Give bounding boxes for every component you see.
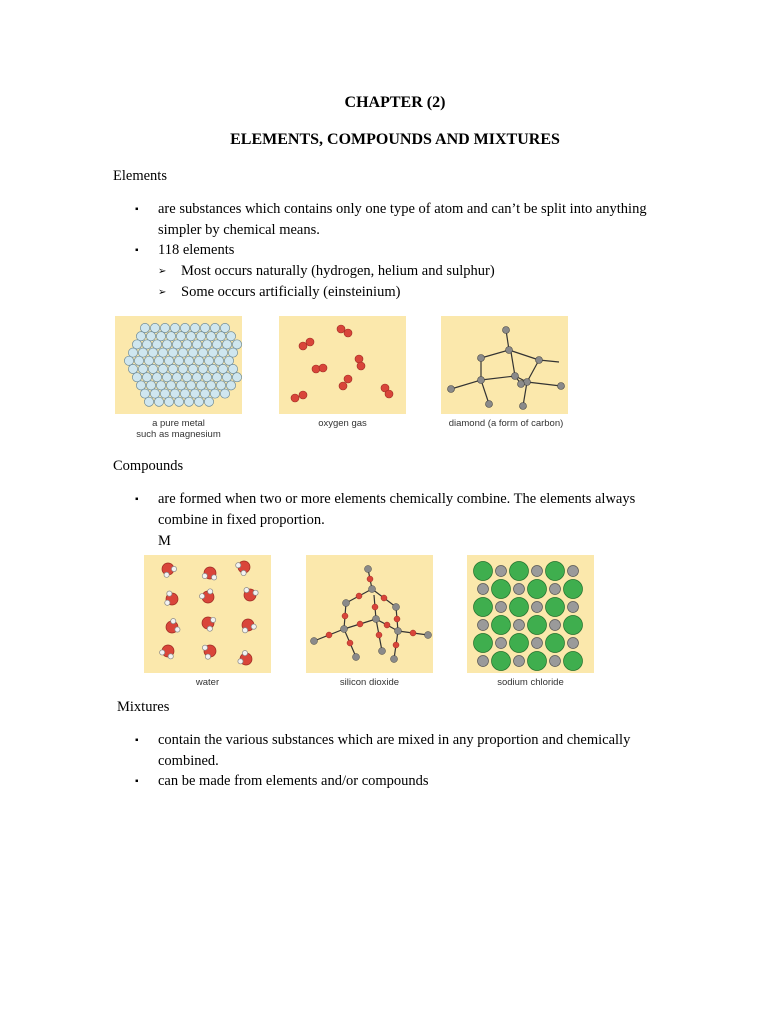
sodium-ion (478, 656, 489, 667)
metal-atom (184, 397, 193, 406)
water-hydrogen-atom (244, 587, 249, 592)
water-caption: water (195, 677, 220, 688)
metal-atom (140, 389, 149, 398)
compounds-definition-line1: are formed when two or more elements chemically combine. The elements always (158, 491, 636, 507)
metal-atom (132, 340, 141, 349)
chloride-ion (528, 580, 547, 599)
water-hydrogen-atom (211, 617, 216, 622)
oxygen-atom (299, 342, 307, 350)
metal-atom (158, 364, 167, 373)
water-hydrogen-atom (160, 650, 165, 655)
sodium-chloride-figure (467, 555, 594, 673)
oxygen-atom (384, 622, 390, 628)
stray-letter: M (158, 533, 171, 549)
metal-atom (210, 389, 219, 398)
silicon-atom (343, 600, 350, 607)
oxygen-atom (306, 338, 314, 346)
sodium-ion (550, 656, 561, 667)
metal-atom (224, 356, 233, 365)
metal-atom (212, 340, 221, 349)
water-hydrogen-atom (207, 626, 212, 631)
chloride-ion (510, 634, 529, 653)
oxygen-atom (291, 394, 299, 402)
metal-atom (160, 389, 169, 398)
metal-atom (164, 397, 173, 406)
metal-atom (168, 364, 177, 373)
page-title: ELEMENTS, COMPOUNDS AND MIXTURES (230, 131, 560, 148)
metal-atom (218, 364, 227, 373)
metal-atom (198, 348, 207, 357)
metal-atom (146, 381, 155, 390)
silicon-atom (369, 586, 376, 593)
water-hydrogen-atom (253, 590, 258, 595)
elements-definition-line1: are substances which contains only one type of atom and can’t be split into anything (158, 201, 647, 217)
metal-atom (188, 364, 197, 373)
metal-atom (220, 389, 229, 398)
metal-atom (140, 323, 149, 332)
diamond-figure (441, 316, 568, 414)
metal-atom (124, 356, 133, 365)
metal-atom (182, 373, 191, 382)
oxygen-atom (344, 375, 352, 383)
oxygen-atom (339, 382, 347, 390)
metal-atom (136, 381, 145, 390)
elements-definition-line2: simpler by chemical means. (158, 222, 320, 238)
chloride-ion (474, 598, 493, 617)
metal-atom (152, 340, 161, 349)
silicon-atom (379, 648, 386, 655)
water-hydrogen-atom (208, 589, 213, 594)
water-hydrogen-atom (202, 645, 207, 650)
metal-atom (222, 340, 231, 349)
metal-atom (170, 323, 179, 332)
metal-atom (196, 381, 205, 390)
sodium-ion (550, 584, 561, 595)
sodium-ion (496, 638, 507, 649)
sodium-ion (568, 566, 579, 577)
metal-atom (214, 356, 223, 365)
metal-atom (148, 348, 157, 357)
metal-atom (150, 323, 159, 332)
water-hydrogen-atom (241, 570, 246, 575)
metal-atom (222, 373, 231, 382)
silicon-dioxide-figure (306, 555, 433, 673)
oxygen-atom (385, 390, 393, 398)
metal-atom (144, 356, 153, 365)
sodium-ion (514, 584, 525, 595)
carbon-atom (520, 403, 527, 410)
compounds-definition-line2: combine in fixed proportion. (158, 512, 325, 528)
oxygen-atom (394, 616, 400, 622)
oxygen-atom (367, 576, 373, 582)
metal-atom (178, 364, 187, 373)
metal-atom (198, 364, 207, 373)
metal-atom (128, 364, 137, 373)
metal-atom (204, 397, 213, 406)
bullet-icon: ▪ (135, 494, 139, 505)
metal-atom (194, 397, 203, 406)
metal-atom (210, 323, 219, 332)
chloride-ion (564, 652, 583, 671)
pure-metal-figure (115, 316, 242, 414)
metal-atom (182, 340, 191, 349)
metal-atom (172, 340, 181, 349)
water-hydrogen-atom (171, 566, 176, 571)
metal-atom (186, 332, 195, 341)
sodium-ion (478, 620, 489, 631)
oxygen-gas-figure (279, 316, 406, 414)
sodium-ion (514, 620, 525, 631)
carbon-atom (448, 386, 455, 393)
chloride-ion (510, 562, 529, 581)
chloride-ion (492, 616, 511, 635)
metal-atom (156, 381, 165, 390)
chloride-ion (492, 652, 511, 671)
oxygen-atom (357, 621, 363, 627)
metal-atom (176, 332, 185, 341)
silicon-atom (393, 604, 400, 611)
metal-atom (132, 373, 141, 382)
metal-atom (166, 381, 175, 390)
mixtures-composition: can be made from elements and/or compounds (158, 773, 429, 789)
elements-heading: Elements (113, 168, 167, 184)
metal-atom (150, 389, 159, 398)
metal-atom (186, 381, 195, 390)
chloride-ion (564, 580, 583, 599)
water-hydrogen-atom (251, 624, 256, 629)
water-hydrogen-atom (199, 594, 204, 599)
sodium-ion (496, 566, 507, 577)
oxygen-atom (347, 640, 353, 646)
chloride-ion (546, 562, 565, 581)
water-hydrogen-atom (167, 591, 172, 596)
oxygen-atom (319, 364, 327, 372)
metal-atom (216, 332, 225, 341)
metal-atom (174, 397, 183, 406)
elements-natural: Most occurs naturally (hydrogen, helium and sulphur) (181, 263, 495, 279)
metal-atom (206, 381, 215, 390)
sodium-ion (568, 638, 579, 649)
metal-atom (168, 348, 177, 357)
elements-artificial: Some occurs artificially (einsteinium) (181, 284, 401, 300)
carbon-atom (512, 373, 519, 380)
metal-atom (188, 348, 197, 357)
water-figure (144, 555, 271, 673)
metal-atom (226, 381, 235, 390)
oxygen-atom (376, 632, 382, 638)
sodium-ion (514, 656, 525, 667)
sodium-ion (532, 638, 543, 649)
metal-atom (138, 364, 147, 373)
metal-atom (208, 348, 217, 357)
carbon-atom (536, 357, 543, 364)
metal-atom (228, 364, 237, 373)
metal-atom (146, 332, 155, 341)
metal-atom (164, 356, 173, 365)
chloride-ion (528, 652, 547, 671)
metal-atom (206, 332, 215, 341)
metal-atom (232, 373, 241, 382)
metal-atom (226, 332, 235, 341)
elements-count: 118 elements (158, 242, 235, 258)
metal-atom (152, 373, 161, 382)
sodium-ion (496, 602, 507, 613)
metal-atom (174, 356, 183, 365)
diamond-caption: diamond (a form of carbon) (448, 418, 564, 429)
metal-atom (154, 356, 163, 365)
metal-atom (212, 373, 221, 382)
compounds-heading: Compounds (113, 458, 184, 474)
silicon-atom (373, 616, 380, 623)
carbon-atom (503, 327, 510, 334)
carbon-atom (506, 347, 513, 354)
mixtures-definition-line1: contain the various substances which are mixed in any proportion and chemically (158, 732, 631, 748)
oxygen-atom (342, 613, 348, 619)
chapter-heading: CHAPTER (2) (344, 94, 446, 111)
oxygen-atom (299, 391, 307, 399)
metal-atom (142, 340, 151, 349)
oxygen-atom (393, 642, 399, 648)
chloride-ion (474, 562, 493, 581)
bullet-icon: ▪ (135, 245, 139, 256)
metal-atom (138, 348, 147, 357)
metal-atom (190, 323, 199, 332)
oxygen-atom (356, 593, 362, 599)
metal-atom (156, 332, 165, 341)
metal-atom (144, 397, 153, 406)
metal-atom (148, 364, 157, 373)
oxygen-atom (337, 325, 345, 333)
carbon-atom (486, 401, 493, 408)
chloride-ion (510, 598, 529, 617)
mixtures-definition-line2: combined. (158, 753, 219, 769)
water-hydrogen-atom (236, 563, 241, 568)
metal-atom (192, 373, 201, 382)
metal-atom (136, 332, 145, 341)
carbon-atom (478, 377, 485, 384)
metal-atom (220, 323, 229, 332)
silicon-atom (341, 626, 348, 633)
sodium-ion (532, 566, 543, 577)
metal-atom (170, 389, 179, 398)
metal-atom (202, 373, 211, 382)
oxygen-atom (381, 595, 387, 601)
water-hydrogen-atom (205, 654, 210, 659)
metal-atom (216, 381, 225, 390)
sodium-chloride-caption: sodium chloride (497, 677, 564, 688)
metal-atom (184, 356, 193, 365)
sodium-ion (550, 620, 561, 631)
chloride-ion (474, 634, 493, 653)
metal-atom (190, 389, 199, 398)
bullet-icon: ▪ (135, 735, 139, 746)
carbon-atom (558, 383, 565, 390)
water-hydrogen-atom (175, 627, 180, 632)
chloride-ion (546, 598, 565, 617)
metal-atom (180, 389, 189, 398)
silicon-atom (425, 632, 432, 639)
oxygen-atom (326, 632, 332, 638)
water-hydrogen-atom (242, 628, 247, 633)
water-hydrogen-atom (168, 654, 173, 659)
sodium-ion (532, 602, 543, 613)
metal-atom (200, 389, 209, 398)
metal-atom (142, 373, 151, 382)
metal-atom (228, 348, 237, 357)
silicon-atom (391, 656, 398, 663)
oxygen-atom (344, 329, 352, 337)
metal-atom (208, 364, 217, 373)
silicon-atom (365, 566, 372, 573)
metal-caption-line2: such as magnesium (136, 429, 221, 440)
metal-atom (158, 348, 167, 357)
metal-atom (196, 332, 205, 341)
silicon-dioxide-caption: silicon dioxide (339, 677, 400, 688)
silicon-atom (311, 638, 318, 645)
metal-atom (180, 323, 189, 332)
chloride-ion (546, 634, 565, 653)
silicon-atom (353, 654, 360, 661)
arrow-bullet-icon: ➢ (158, 266, 167, 277)
arrow-bullet-icon: ➢ (158, 287, 167, 298)
metal-atom (162, 340, 171, 349)
metal-atom (160, 323, 169, 332)
water-hydrogen-atom (165, 600, 170, 605)
chloride-ion (492, 580, 511, 599)
chloride-ion (528, 616, 547, 635)
metal-atom (128, 348, 137, 357)
bullet-icon: ▪ (135, 776, 139, 787)
metal-atom (134, 356, 143, 365)
bullet-icon: ▪ (135, 204, 139, 215)
oxygen-caption: oxygen gas (318, 418, 367, 429)
oxygen-atom (410, 630, 416, 636)
metal-atom (194, 356, 203, 365)
metal-atom (204, 356, 213, 365)
chloride-ion (564, 616, 583, 635)
metal-atom (176, 381, 185, 390)
metal-atom (232, 340, 241, 349)
carbon-atom (478, 355, 485, 362)
metal-atom (162, 373, 171, 382)
water-hydrogen-atom (211, 575, 216, 580)
metal-atom (172, 373, 181, 382)
carbon-atom (518, 381, 525, 388)
mixtures-heading: Mixtures (117, 699, 170, 715)
metal-atom (202, 340, 211, 349)
metal-atom (178, 348, 187, 357)
oxygen-atom (372, 604, 378, 610)
water-hydrogen-atom (238, 659, 243, 664)
metal-atom (166, 332, 175, 341)
oxygen-atom (357, 362, 365, 370)
metal-atom (154, 397, 163, 406)
water-hydrogen-atom (164, 572, 169, 577)
sodium-ion (478, 584, 489, 595)
sodium-ion (568, 602, 579, 613)
metal-caption-line1: a pure metal (152, 418, 205, 429)
silicon-atom (395, 628, 402, 635)
water-hydrogen-atom (171, 619, 176, 624)
water-hydrogen-atom (242, 650, 247, 655)
metal-atom (200, 323, 209, 332)
water-hydrogen-atom (202, 573, 207, 578)
metal-atom (192, 340, 201, 349)
oxygen-atom (312, 365, 320, 373)
metal-caption (115, 418, 242, 440)
metal-atom (218, 348, 227, 357)
